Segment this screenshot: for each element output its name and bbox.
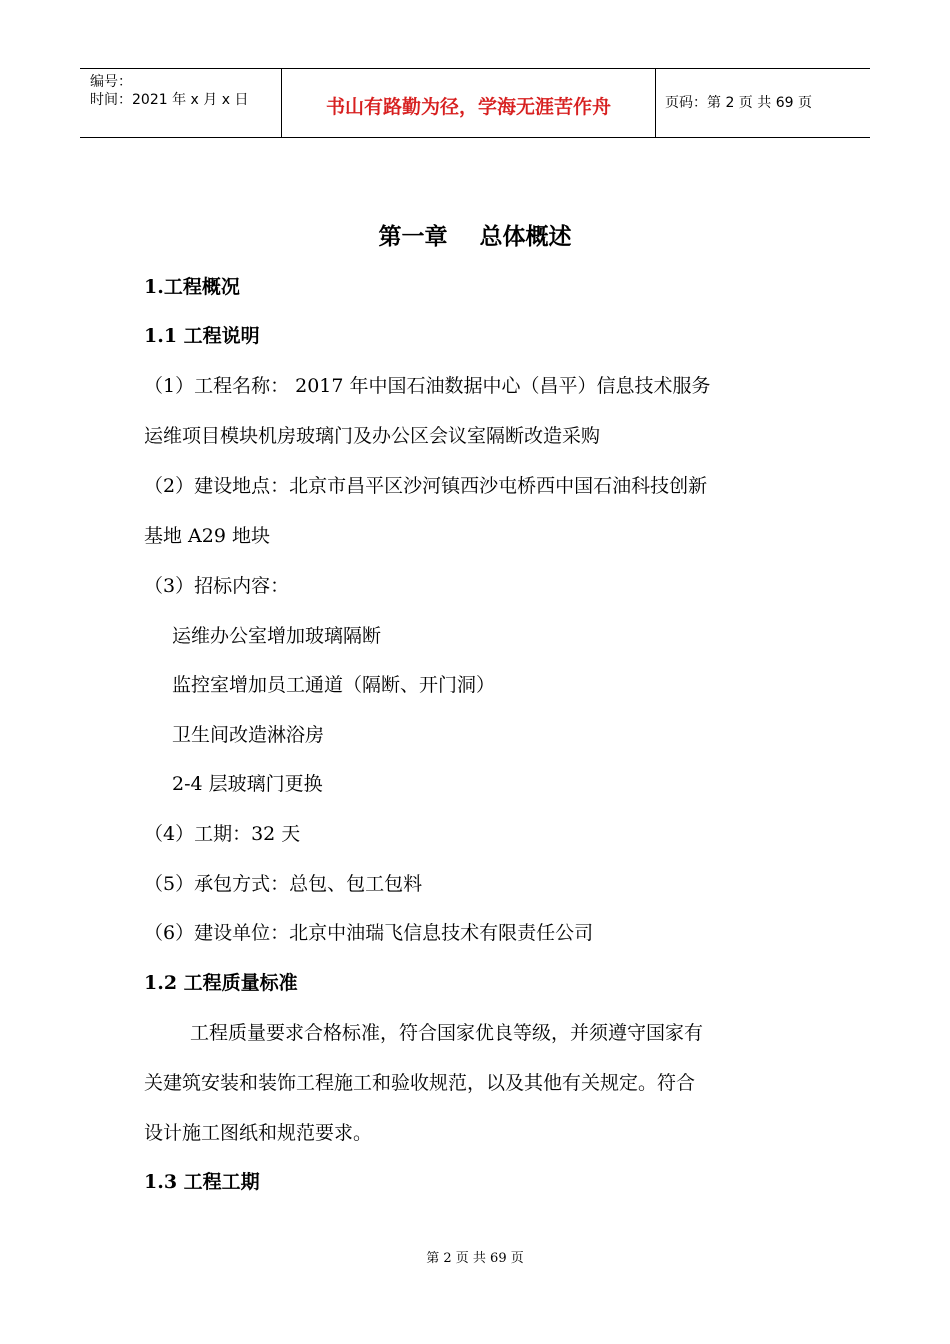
header-motto-cell bbox=[281, 69, 656, 137]
scope-item: 2-4 层玻璃门更换 bbox=[172, 773, 323, 795]
scope-item: 卫生间改造淋浴房 bbox=[172, 724, 325, 746]
page-header bbox=[80, 68, 870, 138]
quality-paragraph-line-2: 关建筑安装和装饰工程施工和验收规范，以及其他有关规定。符合 bbox=[144, 1072, 696, 1094]
header-page-number: 页码：第 2 页 共 69 页 bbox=[665, 95, 812, 111]
header-motto: 书山有路勤为径，学海无涯苦作舟 bbox=[325, 96, 611, 118]
page-footer: 第 2 页 共 69 页 bbox=[426, 1251, 524, 1266]
scope-item: 运维办公室增加玻璃隔断 bbox=[172, 625, 382, 647]
chapter-title: 第一章 总体概述 bbox=[378, 223, 572, 250]
project-location-line-2: 基地 A29 地块 bbox=[144, 525, 270, 547]
document-date-label: 时间：2021 年 x 月 x 日 bbox=[90, 92, 249, 108]
project-location-line-1: （2）建设地点：北京市昌平区沙河镇西沙屯桥西中国石油科技创新 bbox=[144, 475, 708, 497]
scope-item: 监控室增加员工通道（隔断、开门洞） bbox=[172, 674, 496, 696]
section-heading-1-3: 1.3 工程工期 bbox=[144, 1171, 260, 1193]
contract-type-line: （5）承包方式：总包、包工包料 bbox=[144, 873, 423, 895]
header-page-cell bbox=[655, 69, 870, 137]
quality-paragraph-line-3: 设计施工图纸和规范要求。 bbox=[144, 1122, 373, 1144]
duration-line: （4）工期：32 天 bbox=[144, 823, 301, 845]
bid-scope-heading: （3）招标内容： bbox=[144, 575, 290, 597]
section-heading-1-2: 1.2 工程质量标准 bbox=[144, 972, 298, 994]
section-heading-1: 1.工程概况 bbox=[144, 276, 240, 298]
quality-paragraph-line-1: 工程质量要求合格标准，符合国家优良等级，并须遵守国家有 bbox=[190, 1022, 704, 1044]
client-line: （6）建设单位：北京中油瑞飞信息技术有限责任公司 bbox=[144, 922, 594, 944]
project-name-line-2: 运维项目模块机房玻璃门及办公区会议室隔断改造采购 bbox=[144, 425, 601, 447]
header-meta-cell bbox=[80, 69, 281, 137]
project-name-line-1: （1）工程名称： 2017 年中国石油数据中心（昌平）信息技术服务 bbox=[144, 375, 711, 397]
document-number-label: 编号： bbox=[90, 74, 132, 90]
section-heading-1-1: 1.1 工程说明 bbox=[144, 325, 260, 347]
